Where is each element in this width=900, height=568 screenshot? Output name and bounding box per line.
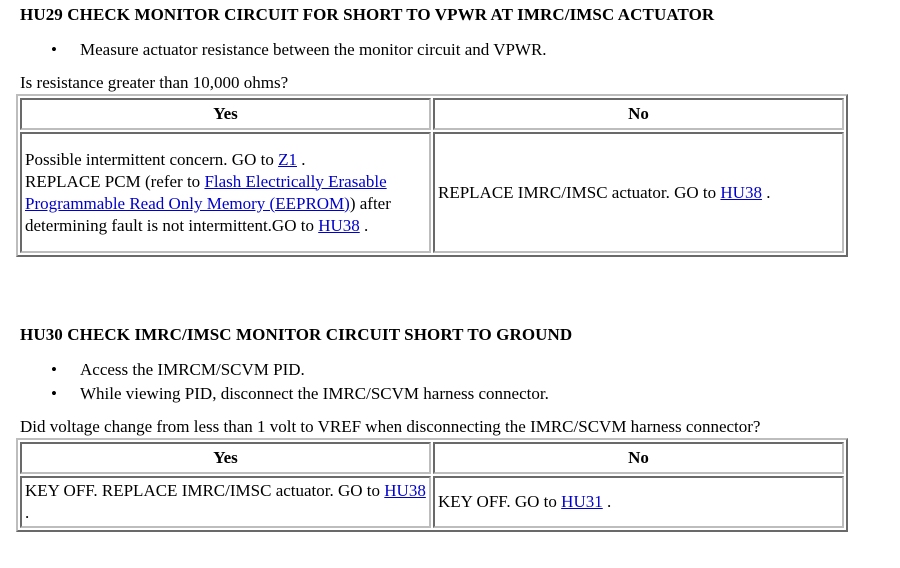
table-header-row: [20, 442, 844, 474]
no-header: No: [433, 98, 844, 130]
result-table: [16, 438, 848, 532]
table-row: [20, 132, 844, 253]
link-hu38[interactable]: HU38: [384, 481, 426, 501]
yes-cell: [20, 132, 431, 253]
question-text: Did voltage change from less than 1 volt to VREF when disconnecting the IMRC/SCVM harness connector?: [20, 417, 761, 437]
yes-header: Yes: [20, 442, 431, 474]
table-row: [20, 476, 844, 528]
instruction-item: • Access the IMRCM/SCVM PID.: [80, 358, 888, 382]
result-table: [16, 94, 848, 257]
link-hu38[interactable]: HU38: [720, 182, 762, 202]
table-header-row: [20, 98, 844, 130]
step-heading: HU30 CHECK IMRC/IMSC MONITOR CIRCUIT SHORT TO GROUND: [20, 325, 573, 344]
no-cell: [433, 132, 844, 253]
no-cell: [433, 476, 844, 528]
no-header: No: [433, 442, 844, 474]
step-hu29: [20, 4, 888, 257]
question-text: Is resistance greater than 10,000 ohms?: [20, 73, 289, 93]
instruction-item: • Measure actuator resistance between the monitor circuit and VPWR.: [80, 38, 888, 62]
link-hu31[interactable]: HU31: [561, 492, 603, 512]
no-text: KEY OFF. GO to: [438, 492, 562, 512]
yes-text: .: [296, 149, 306, 169]
yes-text: .: [25, 503, 30, 523]
yes-header: Yes: [20, 98, 431, 130]
yes-text: KEY OFF. REPLACE IMRC/IMSC actuator. GO to: [25, 481, 385, 501]
step-heading: HU29 CHECK MONITOR CIRCUIT FOR SHORT TO VPWR AT IMRC/IMSC ACTUATOR: [20, 5, 715, 24]
no-text: REPLACE IMRC/IMSC actuator. GO to: [438, 182, 721, 202]
instruction-list: [20, 38, 888, 62]
link-eeprom[interactable]: Flash Electrically Erasable Programmable Read Only Memory (EEPROM): [25, 171, 387, 213]
yes-text: Possible intermittent concern. GO to: [25, 149, 279, 169]
yes-cell: [20, 476, 431, 528]
yes-text: REPLACE PCM (refer to: [25, 171, 205, 191]
yes-text: .: [359, 215, 369, 235]
no-text: .: [602, 492, 612, 512]
step-hu30: [20, 324, 888, 532]
no-text: .: [761, 182, 771, 202]
instruction-list: [20, 358, 888, 406]
link-hu38[interactable]: HU38: [318, 215, 360, 235]
yes-text: ) after determining fault is not intermittent.GO to: [25, 193, 391, 235]
instruction-item: • While viewing PID, disconnect the IMRC/SCVM harness connector.: [80, 382, 888, 406]
link-z1[interactable]: Z1: [278, 149, 297, 169]
